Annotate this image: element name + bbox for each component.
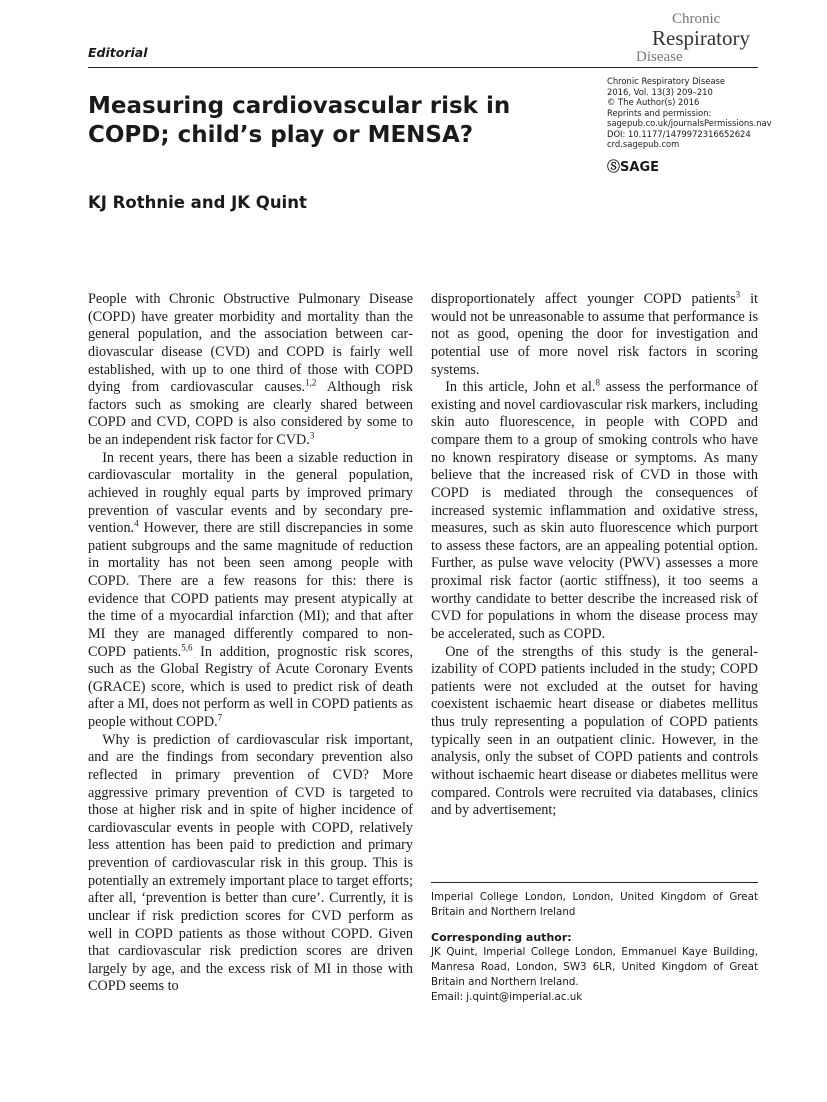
citation-reference[interactable]: 4: [134, 518, 139, 529]
article-authors: KJ Rothnie and JK Quint: [88, 193, 307, 212]
logo-word: Chronic: [672, 11, 721, 27]
corresponding-text: JK Quint, Imperial College London, Emmanuel Kaye Building, Manresa Road, London, SW3 6LR, United Kingdom of Great Britain and Northern Ireland.: [431, 946, 758, 988]
meta-website[interactable]: crd.sagepub.com: [607, 139, 680, 149]
publisher-name: SAGE: [620, 160, 659, 175]
sage-icon: Ⓢ: [607, 160, 621, 175]
citation-reference[interactable]: 5,6: [181, 641, 193, 652]
article-title: Measuring cardiovascular risk in COPD; child’s play or MENSA?: [88, 93, 511, 148]
citation-reference[interactable]: 8: [595, 377, 600, 388]
citation-reference[interactable]: 7: [217, 712, 223, 723]
body-paragraph: [88, 291, 413, 450]
logo-word: Disease: [636, 49, 683, 65]
meta-volume: 2016, Vol. 13(3) 209–210: [607, 86, 713, 97]
paragraph-text: assess the performance of existing and novel cardiovascular risk markers, including skin auto fluorescence, in people with COPD and compare them to a group of smoking controls who have no known respiratory disease or symptoms. As many believe that the increased risk of CVD in those with COPD is mediated through the consequences of increased systemic inflammation and oxidative stress, measures, such as skin auto fluorescence which purport to assess these factors, are an appealing potential option. Further, as pulse wave velocity (PWV) assesses a more proximal risk factor (aortic stiffness), it too seems a worthy candidate to better describe the increased risk of CVD for populations in whom the disease process may be accelerated, such as COPD.: [431, 379, 758, 642]
body-paragraph: [88, 732, 413, 996]
paragraph-text: In this article, John et al.: [445, 379, 596, 396]
paragraph-text: However, there are still discrepancies in some patient subgroups and the same magnitude of reduction in mortality has not been seen among people with COPD. There are a few reasons for this: there is evidence that COPD patients may present atypically at the time of a myocardial infarction (MI); and that after MI they are managed differently compared to non-COPD patients.: [88, 520, 413, 660]
meta-doi[interactable]: DOI: 10.1177/1479972316652624: [607, 128, 751, 139]
affiliation: Imperial College London, London, United Kingdom of Great Britain and Northern Ireland: [431, 891, 758, 918]
publisher-logo: [607, 160, 659, 176]
meta-journal: Chronic Respiratory Disease: [607, 76, 726, 86]
meta-reprints: Reprints and permission:: [607, 107, 712, 118]
paragraph-text: Why is prediction of cardiovascular risk important, and are the findings from secondary prevention also reflected in primary prevention of CVD? More aggressive primary prevention of CVD is targeted to those at higher risk and in spite of higher incidence of cardiovascular events in people with COPD, relatively less attention has been paid to prediction and primary prevention of cardiovascular risk in this group. This is potentially an extremely important place to target efforts; after all, ‘prevention is better than cure’. Currently, it is unclear if risk prediction scores for CVD perform as well in COPD patients as those without COPD. Given that cardiovascular risk prediction scores are driven largely by age, and the excess risk of MI in those with COPD seems to: [88, 731, 413, 995]
corresponding-email[interactable]: Email: j.quint@imperial.ac.uk: [431, 991, 583, 1003]
citation-reference[interactable]: 1,2: [305, 377, 317, 388]
meta-permissions-link[interactable]: sagepub.co.uk/journalsPermissions.nav: [607, 118, 772, 128]
citation-reference[interactable]: 3: [309, 430, 315, 441]
body-paragraph: [88, 450, 413, 732]
journal-logo: [636, 12, 760, 66]
corresponding-heading: Corresponding author:: [431, 931, 572, 944]
journal-metadata: [607, 76, 772, 150]
header-rule: [88, 67, 758, 68]
citation-reference[interactable]: 3: [735, 289, 741, 300]
paragraph-text: One of the strengths of this study is the generalizability of COPD patients included in the study; COPD patients were not excluded at the outset for having coexistent ischaemic heart disease or diabetes mellitus thus truly representing a population of COPD patients typically seen in an outpatient clinic. However, in the analysis, only the subset of COPD patients and controls without ischaemic heart disease or diabetes mellitus were compared. Controls were recruited via databases, clinics and by advertisement;: [431, 643, 758, 819]
meta-copyright: © The Author(s) 2016: [607, 97, 700, 107]
paragraph-text: Although risk factors such as smoking are clearly shared between COPD and CVD, COPD is also considered by some to be an independent risk factor for CVD.: [88, 379, 413, 448]
paragraph-text: disproportionately affect younger COPD patients: [431, 291, 736, 307]
right-column: [431, 291, 758, 820]
body-paragraph: [431, 379, 758, 643]
paragraph-text: In addition, prognostic risk scores, such as the Global Registry of Acute Coronary Events (GRACE) score, which is used to predict risk of death after a MI, does not perform as well in COPD patients as people without COPD.: [88, 643, 413, 730]
paragraph-text: People with Chronic Obstructive Pulmonary Disease (COPD) have greater morbidity and mortality than the general population, and the association between cardiovascular disease (CVD) and COPD is fairly well established, with up to one third of those with COPD dying from cardiovascular causes.: [88, 291, 413, 396]
body-paragraph: [431, 291, 758, 379]
left-column: [88, 291, 413, 996]
body-paragraph: [431, 644, 758, 820]
section-label: Editorial: [88, 45, 148, 60]
footnote-rule: [431, 882, 758, 883]
paragraph-text: In recent years, there has been a sizable reduction in cardiovascular mortality in the general population, achieved in roughly equal parts by improved primary prevention of vascular events and by secondary prevention.: [88, 449, 413, 537]
paragraph-text: it would not be unreasonable to assume that performance is not as good, opening the door for investigation and potential use of more novel risk factors in scoring systems.: [431, 291, 758, 378]
footnotes: [431, 890, 758, 1005]
logo-word: Respiratory: [652, 26, 750, 50]
